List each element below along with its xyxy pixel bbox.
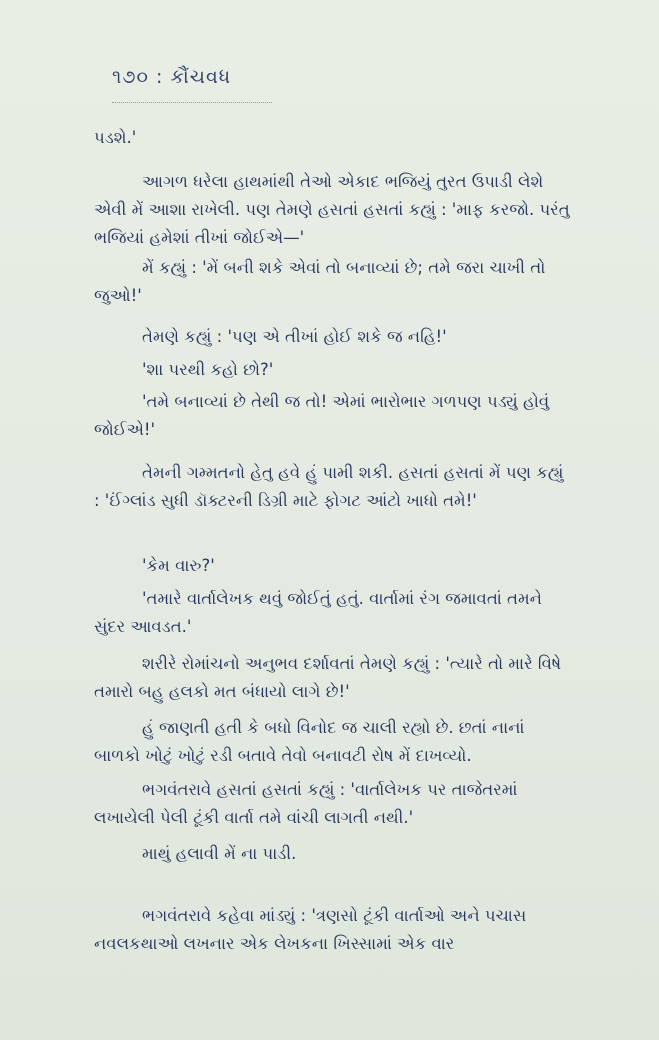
paragraph-5: 'શા પરથી કહો છો?' [142, 360, 274, 379]
paragraph-14: ભગવંતરાવે કહેવા માંડ્યું : 'ત્રણસો ટૂંકી વાર્તાઓ અને પચાસ નવલકથાઓ લખનાર એક લેખકના ખિસ્સામાં એક વાર [94, 906, 527, 953]
page-number: ૧૭૦ [112, 66, 149, 88]
paragraph-1: પડશે.' [94, 128, 137, 147]
paragraph-13: માથું હલાવી મેં ના પાડી. [142, 844, 297, 863]
paragraph-6: 'તમે બનાવ્યાં છે તેથી જ તો! એમાં ભારોભાર ગળપણ પડ્યું હોવું જોઈએ!' [94, 392, 550, 439]
paragraph-3: મેં કહ્યું : 'મેં બની શકે એવાં તો બનાવ્યાં છે; તમે જરા ચાખી તો જુઓ!' [94, 258, 546, 305]
paragraph-2: આગળ ધરેલા હાથમાંથી તેઓ એકાદ ભજિયું તુરત ઉપાડી લેશે એવી મેં આશા રાખેલી. પણ તેમણે હસતાં હસતાં કહ્યું : 'માફ કરજો. પરંતુ ભજિયાં હમેશાં તીખાં જોઈએ—' [94, 172, 570, 247]
page-header [112, 66, 231, 88]
chapter-title: કૌંચવધ [170, 66, 232, 88]
header-separator: : [156, 66, 164, 88]
paragraph-4: તેમણે કહ્યું : 'પણ એ તીખાં હોઈ શકે જ નહિ!' [142, 327, 447, 346]
paragraph-12: ભગવંતરાવે હસતાં હસતાં કહ્યું : 'વાર્તાલેખક પર તાજેતરમાં લખાયેલી પેલી ટૂંકી વાર્તા તમે વાંચી લાગતી નથી.' [94, 780, 518, 827]
paragraph-8: 'કેમ વારુ?' [142, 556, 215, 575]
paragraph-7: તેમની ગમ્મતનો હેતુ હવે હું પામી શકી. હસતાં હસતાં મેં પણ કહ્યું : 'ઈંગ્લાંડ સુધી ડૉક્ટરની ડિગ્રી માટે ફોગટ આંટો ખાધો તમે!' [94, 463, 564, 510]
header-underline [112, 96, 272, 103]
paragraph-10: શરીરે રોમાંચનો અનુભવ દર્શાવતાં તેમણે કહ્યું : 'ત્યારે તો મારે વિષે તમારો બહુ હલકો મત બંધાયો લાગે છે!' [94, 654, 562, 701]
paragraph-9: 'તમારે વાર્તાલેખક થવું જોઈતું હતું. વાર્તામાં રંગ જમાવતાં તમને સુંદર આવડત.' [94, 589, 542, 636]
paragraph-11: હું જાણતી હતી કે બધો વિનોદ જ ચાલી રહ્યો છે. છતાં નાનાં બાળકો ખોટું ખોટું રડી બતાવે તેવો બનાવટી રોષ મેં દાખવ્યો. [94, 718, 525, 765]
